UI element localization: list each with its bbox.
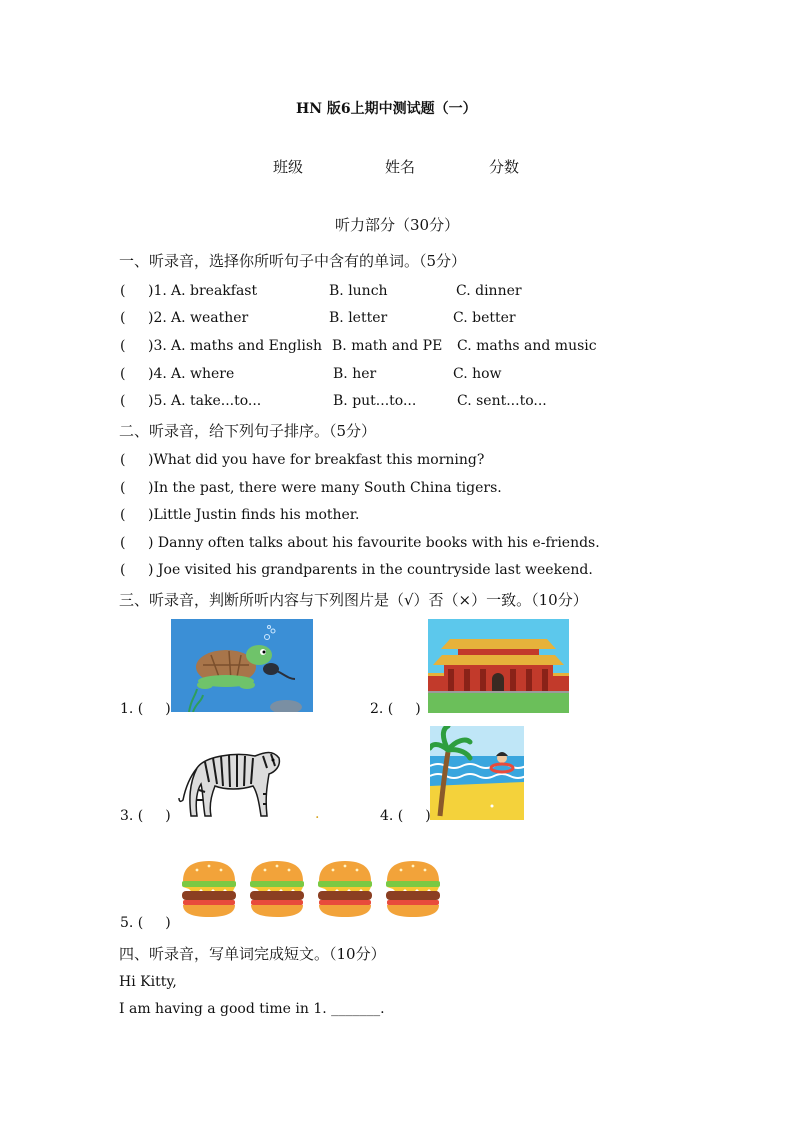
option-a: A. breakfast bbox=[171, 283, 258, 299]
answer-paren[interactable]: ( bbox=[120, 507, 126, 523]
question-number: )5. bbox=[148, 393, 167, 409]
question-number: )1. bbox=[148, 283, 167, 299]
beach-picture bbox=[430, 726, 524, 820]
palace-picture bbox=[428, 619, 569, 713]
listening-heading: 听力部分（30分） bbox=[335, 216, 460, 234]
option-a: A. maths and English bbox=[171, 338, 323, 354]
hamburgers-picture bbox=[181, 859, 443, 921]
option-c: C. maths and music bbox=[457, 338, 597, 354]
answer-paren[interactable]: ( bbox=[120, 366, 126, 382]
letter-greeting: Hi Kitty, bbox=[119, 974, 177, 990]
picture-5-label[interactable]: 5. ( ) bbox=[120, 915, 171, 931]
section3-heading: 三、听录音，判断所听内容与下列图片是（√）否（×）一致。（10分） bbox=[119, 591, 588, 609]
page-title: HN 版6上期中测试题（一） bbox=[296, 101, 477, 117]
picture-4-label[interactable]: 4. ( ) bbox=[380, 808, 431, 824]
option-c: C. how bbox=[453, 366, 502, 382]
option-c: C. sent...to... bbox=[457, 393, 547, 409]
section2-heading: 二、听录音，给下列句子排序。（5分） bbox=[119, 422, 377, 440]
picture-3-label[interactable]: 3. ( ) bbox=[120, 808, 171, 824]
option-a: A. weather bbox=[171, 310, 249, 326]
sentence-text: ) Danny often talks about his favourite books with his e-friends. bbox=[148, 535, 600, 551]
option-b: B. her bbox=[333, 366, 377, 382]
answer-paren[interactable]: ( bbox=[120, 535, 126, 551]
option-b: B. put...to... bbox=[333, 393, 417, 409]
question-number: )2. bbox=[148, 310, 167, 326]
sentence-text: )In the past, there were many South China tigers. bbox=[148, 480, 502, 496]
option-c: C. dinner bbox=[456, 283, 522, 299]
question-number: )3. bbox=[148, 338, 167, 354]
answer-paren[interactable]: ( bbox=[120, 393, 126, 409]
name-label: 姓名 bbox=[385, 158, 416, 176]
answer-paren[interactable]: ( bbox=[120, 480, 126, 496]
stray-dot: . bbox=[315, 806, 320, 822]
sentence-text: )What did you have for breakfast this morning? bbox=[148, 452, 485, 468]
option-a: A. where bbox=[171, 366, 235, 382]
option-b: B. letter bbox=[329, 310, 388, 326]
picture-2-label[interactable]: 2. ( ) bbox=[370, 701, 421, 717]
option-b: B. math and PE bbox=[332, 338, 443, 354]
option-c: C. better bbox=[453, 310, 516, 326]
sentence-text: ) Joe visited his grandparents in the countryside last weekend. bbox=[148, 562, 593, 578]
answer-paren[interactable]: ( bbox=[120, 338, 126, 354]
turtle-picture bbox=[171, 619, 313, 712]
tiger-picture bbox=[175, 738, 283, 823]
letter-line-1[interactable]: I am having a good time in 1. _______. bbox=[119, 1001, 385, 1017]
question-number: )4. bbox=[148, 366, 167, 382]
sentence-text: )Little Justin finds his mother. bbox=[148, 507, 360, 523]
class-label: 班级 bbox=[273, 158, 304, 176]
section4-heading: 四、听录音，写单词完成短文。（10分） bbox=[119, 945, 386, 963]
picture-1-label[interactable]: 1. ( ) bbox=[120, 701, 171, 717]
option-a: A. take...to... bbox=[171, 393, 262, 409]
section1-heading: 一、听录音，选择你所听句子中含有的单词。（5分） bbox=[119, 252, 467, 270]
answer-paren[interactable]: ( bbox=[120, 452, 126, 468]
answer-paren[interactable]: ( bbox=[120, 283, 126, 299]
score-label: 分数 bbox=[489, 158, 520, 176]
answer-paren[interactable]: ( bbox=[120, 562, 126, 578]
answer-paren[interactable]: ( bbox=[120, 310, 126, 326]
option-b: B. lunch bbox=[329, 283, 388, 299]
